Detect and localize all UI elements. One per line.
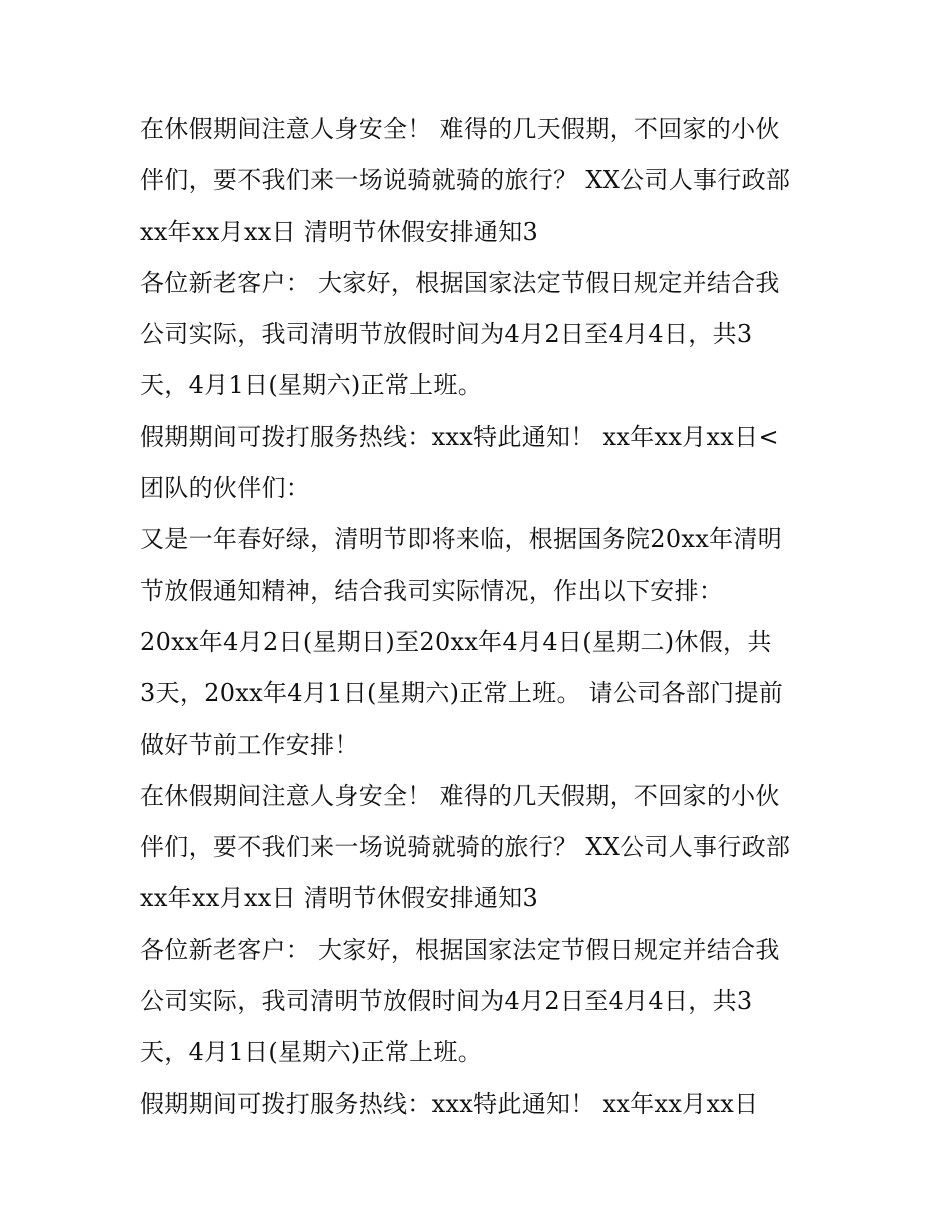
text-line: 伴们，要不我们来一场说骑就骑的旅行？ XX公司人事行政部: [140, 166, 791, 195]
text-line: xx年xx月xx日 清明节休假安排通知3: [140, 884, 539, 913]
text-line: 公司实际，我司清明节放假时间为4月2日至4月4日，共3: [140, 987, 753, 1016]
text-line: 节放假通知精神，结合我司实际情况，作出以下安排：: [140, 576, 724, 605]
text-line: 做好节前工作安排！: [140, 730, 359, 759]
document-body: [140, 104, 820, 1130]
text-line: 伴们，要不我们来一场说骑就骑的旅行？ XX公司人事行政部: [140, 833, 791, 862]
text-line: 假期期间可拨打服务热线：xxx特此通知！ xx年xx月xx日<: [140, 422, 779, 451]
text-line: 各位新老客户： 大家好，根据国家法定节假日规定并结合我: [140, 268, 780, 297]
text-line: 天，4月1日(星期六)正常上班。: [140, 1038, 483, 1067]
text-line: 在休假期间注意人身安全！ 难得的几天假期，不回家的小伙: [140, 115, 780, 143]
text-line: 团队的伙伴们：: [140, 474, 311, 503]
text-line: 又是一年春好绿，清明节即将来临，根据国务院20xx年清明: [140, 525, 783, 554]
text-line: xx年xx月xx日 清明节休假安排通知3: [140, 217, 539, 246]
text-line: 天，4月1日(星期六)正常上班。: [140, 371, 483, 400]
text-line: 在休假期间注意人身安全！ 难得的几天假期，不回家的小伙: [140, 781, 780, 810]
text-line: 3天，20xx年4月1日(星期六)正常上班。 请公司各部门提前: [140, 679, 784, 708]
text-line: 各位新老客户： 大家好，根据国家法定节假日规定并结合我: [140, 935, 780, 964]
text-line: 假期期间可拨打服务热线：xxx特此通知！ xx年xx月xx日: [140, 1089, 759, 1118]
text-line: 20xx年4月2日(星期日)至20xx年4月4日(星期二)休假，共: [140, 627, 772, 656]
text-line: 公司实际，我司清明节放假时间为4月2日至4月4日，共3: [140, 320, 753, 349]
